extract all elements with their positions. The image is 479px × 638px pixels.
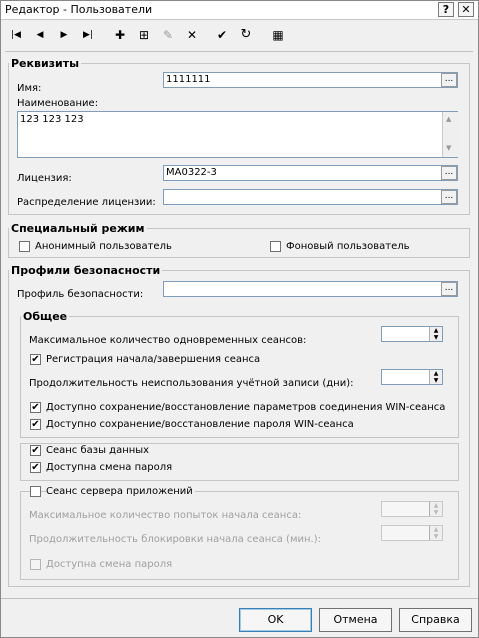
- inactivity-spinner[interactable]: [381, 369, 443, 385]
- scroll-up-icon[interactable]: ▲: [446, 115, 452, 123]
- footer-separator: [1, 598, 478, 599]
- background-user-label: Фоновый пользователь: [286, 241, 410, 252]
- spin-down-icon[interactable]: ▼: [429, 533, 442, 540]
- license-field[interactable]: [163, 165, 458, 181]
- next-record-icon[interactable]: ▶: [60, 30, 68, 40]
- app-change-password-label: Доступна смена пароля: [46, 559, 173, 570]
- background-user-checkbox[interactable]: [270, 241, 281, 252]
- max-sessions-label: Максимальное количество одновременных сеансов:: [29, 335, 307, 346]
- security-profiles-legend: Профили безопасности: [11, 264, 161, 277]
- spin-down-icon[interactable]: ▼: [429, 509, 442, 516]
- db-change-password-checkbox[interactable]: ✔: [31, 462, 40, 473]
- security-profile-select-button[interactable]: ...: [441, 282, 457, 296]
- name-field[interactable]: [163, 72, 458, 88]
- help-title-button[interactable]: ?: [438, 2, 454, 17]
- ok-button[interactable]: OK: [239, 608, 312, 632]
- session-logging-label: Регистрация начала/завершения сеанса: [46, 354, 261, 365]
- anonymous-user-checkbox[interactable]: [19, 241, 30, 252]
- max-attempts-spinner[interactable]: [381, 501, 443, 517]
- add-record-icon[interactable]: ✚: [114, 28, 126, 42]
- description-textarea[interactable]: [17, 111, 458, 158]
- license-select-button[interactable]: ...: [441, 166, 457, 180]
- app-server-session-checkbox[interactable]: [30, 486, 41, 497]
- title-bar: [1, 1, 478, 20]
- name-select-button[interactable]: ...: [441, 73, 457, 87]
- special-mode-legend: Специальный режим: [11, 222, 145, 235]
- anonymous-user-label: Анонимный пользователь: [35, 241, 172, 252]
- edit-icon[interactable]: ✎: [162, 28, 174, 42]
- spin-down-icon[interactable]: ▼: [429, 377, 442, 384]
- refresh-icon[interactable]: ↻: [240, 27, 252, 42]
- delete-icon[interactable]: ✕: [186, 28, 198, 42]
- help-button[interactable]: Справка: [399, 608, 472, 632]
- license-distribution-field[interactable]: [163, 189, 458, 205]
- special-mode-group: [8, 222, 470, 258]
- max-sessions-spinner[interactable]: [381, 326, 443, 342]
- app-server-session-label: Сеанс сервера приложений: [46, 486, 193, 497]
- last-record-icon[interactable]: ▶|: [83, 30, 93, 40]
- security-profile-label: Профиль безопасности:: [17, 289, 144, 300]
- scroll-down-icon[interactable]: ▼: [446, 144, 452, 152]
- security-profile-field[interactable]: [163, 281, 458, 297]
- apply-icon[interactable]: ✔: [216, 28, 228, 42]
- max-attempts-label: Максимальное количество попыток начала сеанса:: [29, 510, 302, 521]
- first-record-icon[interactable]: |◀: [11, 30, 21, 40]
- name-value: 1111111: [166, 74, 211, 85]
- license-value: MA0322-3: [166, 167, 217, 178]
- save-win-params-checkbox[interactable]: ✔: [31, 402, 40, 413]
- window-title: Редактор - Пользователи: [5, 3, 153, 16]
- description-value: 123 123 123: [20, 114, 84, 125]
- spin-up-icon[interactable]: ▲: [429, 502, 442, 509]
- list-icon[interactable]: ▦: [272, 28, 284, 42]
- block-duration-label: Продолжительность блокировки начала сеанса (мин.):: [29, 534, 321, 545]
- save-win-params-label: Доступно сохранение/восстановление параметров соединения WIN-сеанса: [46, 402, 446, 413]
- previous-record-icon[interactable]: ◀: [36, 30, 44, 40]
- toolbar-separator: [5, 51, 473, 52]
- cancel-button[interactable]: Отмена: [319, 608, 392, 632]
- license-label: Лицензия:: [17, 173, 72, 184]
- description-label: Наименование:: [17, 98, 99, 109]
- toolbar: [1, 20, 478, 50]
- save-win-password-label: Доступно сохранение/восстановление пароля WIN-сеанса: [46, 419, 354, 430]
- db-change-password-label: Доступна смена пароля: [46, 462, 173, 473]
- general-legend: Общее: [23, 310, 68, 323]
- license-distribution-select-button[interactable]: ...: [441, 190, 457, 204]
- db-session-checkbox[interactable]: ✔: [31, 445, 40, 456]
- spin-up-icon[interactable]: ▲: [429, 526, 442, 533]
- spin-down-icon[interactable]: ▼: [429, 334, 442, 341]
- block-duration-spinner[interactable]: [381, 525, 443, 541]
- name-label: Имя:: [17, 83, 42, 94]
- description-scrollbar[interactable]: [442, 112, 458, 157]
- license-distribution-label: Распределение лицензии:: [17, 197, 156, 208]
- session-logging-checkbox[interactable]: ✔: [31, 354, 40, 365]
- app-change-password-checkbox[interactable]: [30, 559, 41, 570]
- spin-up-icon[interactable]: ▲: [429, 327, 442, 334]
- inactivity-label: Продолжительность неиспользования учётной записи (дни):: [29, 378, 354, 389]
- close-window-button[interactable]: ✕: [458, 2, 474, 17]
- spin-up-icon[interactable]: ▲: [429, 370, 442, 377]
- add-copy-icon[interactable]: ⊞: [138, 28, 150, 42]
- save-win-password-checkbox[interactable]: ✔: [31, 419, 40, 430]
- db-session-label: Сеанс базы данных: [46, 445, 150, 456]
- requisites-legend: Реквизиты: [11, 57, 80, 70]
